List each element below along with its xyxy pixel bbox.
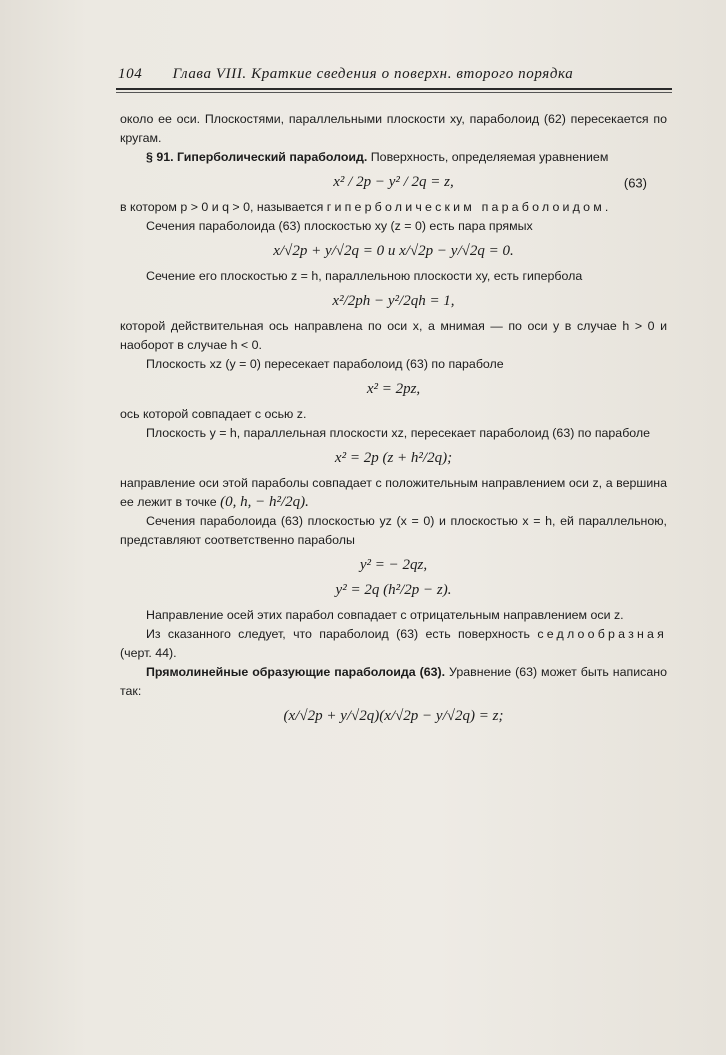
spaced-term: седлообразная [537,627,667,641]
chapter-title: Глава VIII. Краткие сведения о поверхн. второго порядка [172,66,574,82]
equation-parabola-yz: y² = − 2qz, [359,557,428,573]
vertex-point: (0, h, − h²/2q). [220,494,309,510]
paragraph [120,474,667,512]
paragraph-text: Поверхность, определяемая уравнением [367,150,609,164]
paragraph: Сечения параболоида (63) плоскостью xy (z = 0) есть пара прямых [146,219,533,233]
header-rule-thin [116,92,672,93]
paragraph: ось которой совпадает с осью z. [120,407,307,421]
page-number: 104 [118,66,143,82]
paragraph: Сечения параболоида (63) плоскостью yz (x = 0) и плоскостью x = h, ей параллельною, представляют соответственно параболы [120,514,667,547]
equation-parabola-xz: x² = 2pz, [366,381,421,397]
paragraph [120,663,667,701]
header-rule [116,88,672,90]
subsection-heading: Прямолинейные образующие параболоида (63). [146,665,446,679]
paragraph: Плоскость xz (y = 0) пересекает параболоид (63) по параболе [146,357,504,371]
paragraph: Плоскость y = h, параллельная плоскости xz, пересекает параболоид (63) по параболе [146,426,651,440]
paragraph [120,625,667,663]
paragraph-text: (черт. 44). [120,646,177,660]
equation-number: (63) [623,175,647,190]
equation-parabola-yh: x² = 2p (z + h²/2q); [334,450,453,466]
equation-63 [120,173,667,192]
paragraph: которой действительная ось направлена по оси x, а мнимая — по оси y в случае h > 0 и наоборот в случае h < 0. [120,319,667,352]
paragraph-text: Уравнение (63) может быть написано так: [120,665,667,698]
paragraph-text: в котором p > 0 и q > 0, называется [120,200,327,214]
equation-63-formula: x² / 2p − y² / 2q = z, [333,174,454,190]
section-91-paragraph [120,148,667,167]
paragraph: Направление осей этих парабол совпадает с отрицательным направлением оси z. [146,608,624,622]
spaced-term: гиперболическим параболоидом. [326,200,612,214]
page-body [120,110,667,732]
equation-hyperbola: x²/2ph − y²/2qh = 1, [332,293,455,309]
equation-factored: (x/√2p + y/√2q)(x/√2p − y/√2q) = z; [283,708,504,724]
running-header [118,66,670,83]
paragraph [120,198,667,217]
paragraph-text: Из сказанного следует, что параболоид (63) есть поверхность [146,627,538,641]
equation-lines: x/√2p + y/√2q = 0 и x/√2p − y/√2q = 0. [273,243,514,259]
section-heading: § 91. Гиперболический параболоид. [146,150,368,164]
paragraph-text: направление оси этой параболы совпадает с положительным направлением оси z, а вершина ее лежит в точке [120,476,667,509]
paragraph: около ее оси. Плоскостями, параллельными плоскости xy, параболоид (62) пересекается по кругам. [120,112,667,145]
paragraph: Сечение его плоскостью z = h, параллельною плоскости xy, есть гипербола [146,269,583,283]
equation-parabola-xh: y² = 2q (h²/2p − z). [335,582,452,598]
